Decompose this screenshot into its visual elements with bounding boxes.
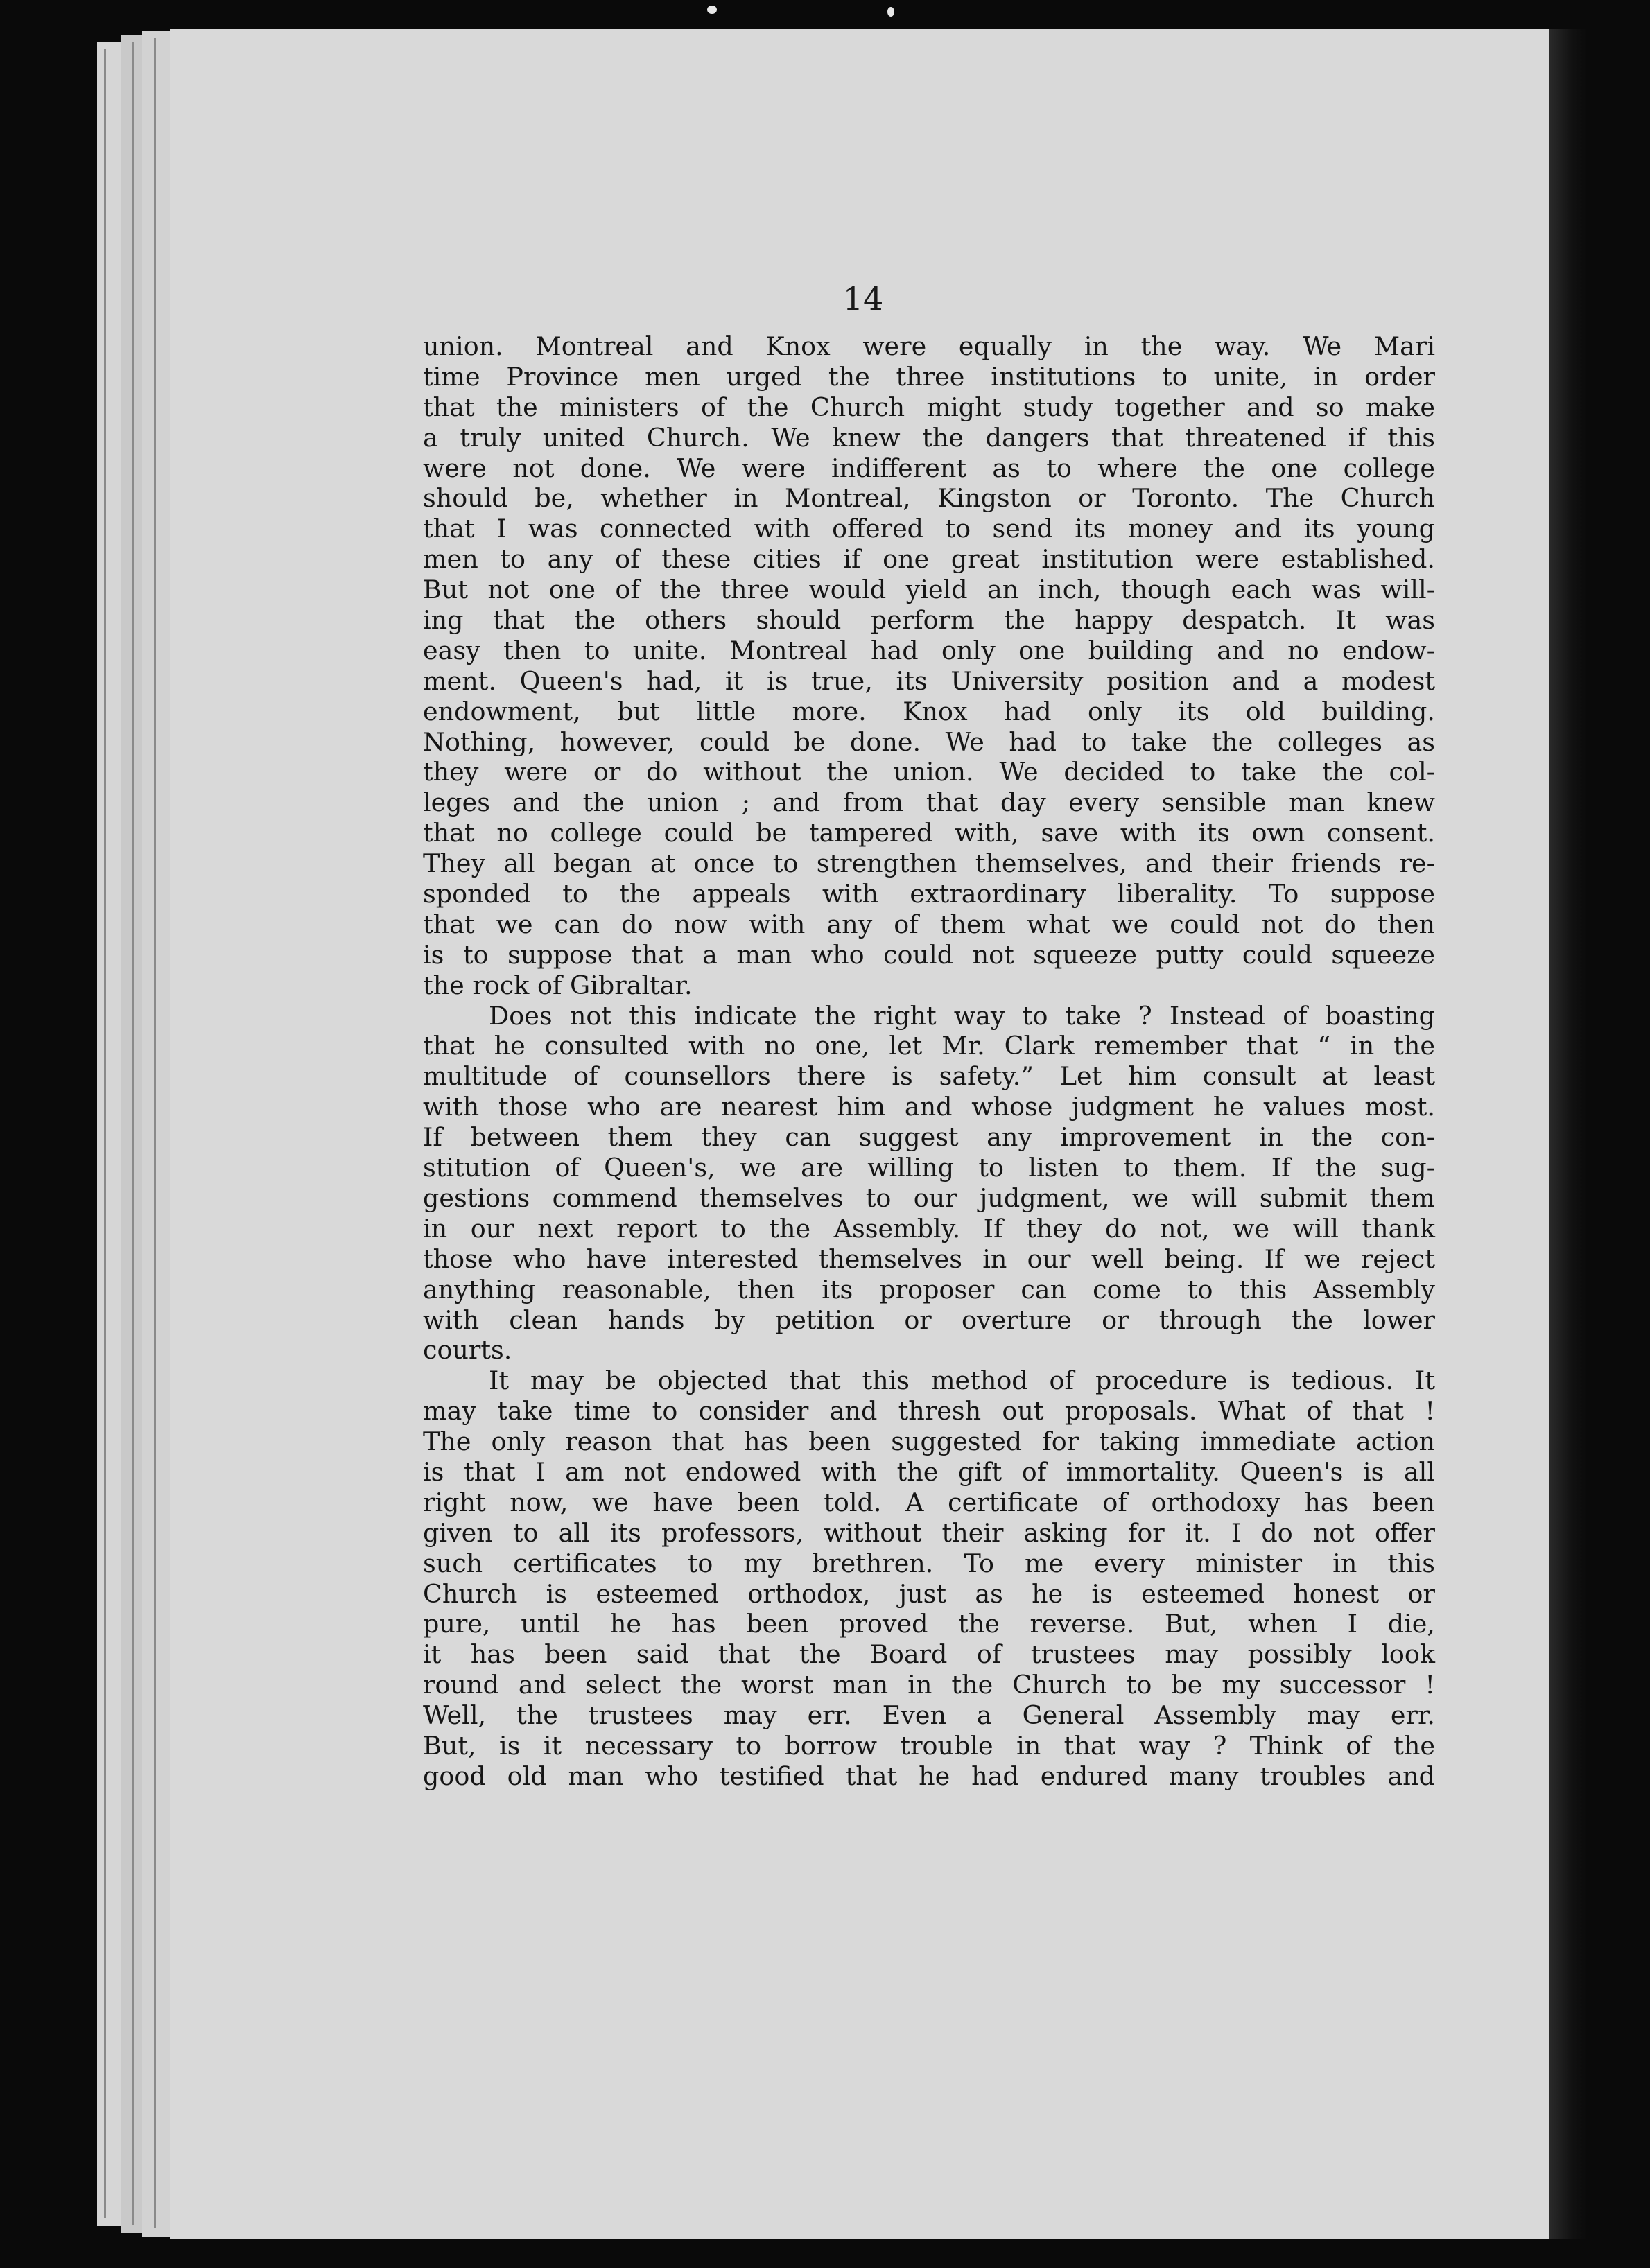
dust-speck — [707, 6, 717, 14]
body-text — [423, 331, 1435, 1792]
text-line: right now, we have been told. A certificate of orthodoxy has been — [423, 1487, 1435, 1517]
text-line: ing that the others should perform the happy despatch. It was — [423, 605, 1435, 636]
text-line: They all began at once to strengthen themselves, and their friends re- — [423, 848, 1435, 879]
text-line: The only reason that has been suggested for taking immediate action — [423, 1427, 1435, 1457]
text-line: that I was connected with offered to send its money and its young — [423, 514, 1435, 544]
text-line: sponded to the appeals with extraordinary liberality. To suppose — [423, 879, 1435, 909]
text-line: leges and the union ; and from that day every sensible man knew — [423, 787, 1435, 818]
dust-speck — [887, 7, 894, 17]
text-line: Does not this indicate the right way to take ? Instead of boasting — [489, 1000, 1435, 1031]
text-line: were not done. We were indifferent as to where the one college — [423, 453, 1435, 483]
text-line: anything reasonable, then its proposer can come to this Assembly — [423, 1274, 1435, 1305]
text-line: should be, whether in Montreal, Kingston or Toronto. The Church — [423, 483, 1435, 514]
text-line: union. Montreal and Knox were equally in the way. We Mari — [423, 331, 1435, 361]
text-line: with those who are nearest him and whose judgment he values most. — [423, 1092, 1435, 1122]
text-line: courts. — [423, 1335, 512, 1366]
text-line: they were or do without the union. We decided to take the col- — [423, 757, 1435, 787]
text-line: men to any of these cities if one great institution were established. — [423, 544, 1435, 575]
text-line: endowment, but little more. Knox had only its old building. — [423, 696, 1435, 726]
text-line: But, is it necessary to borrow trouble in that way ? Think of the — [423, 1730, 1435, 1761]
text-line: Well, the trustees may err. Even a General Assembly may err. — [423, 1700, 1435, 1731]
text-line: the rock of Gibraltar. — [423, 970, 693, 1000]
text-line: Church is esteemed orthodox, just as he is esteemed honest or — [423, 1578, 1435, 1609]
text-line: with clean hands by petition or overture or through the lower — [423, 1305, 1435, 1335]
text-line: pure, until he has been proved the reverse. But, when I die, — [423, 1609, 1435, 1639]
text-line: gestions commend themselves to our judgment, we will submit them — [423, 1183, 1435, 1213]
sheet-edge-line — [104, 49, 106, 2218]
text-line: If between them they can suggest any improvement in the con- — [423, 1122, 1435, 1153]
text-line: stitution of Queen's, we are willing to listen to them. If the sug- — [423, 1153, 1435, 1183]
text-line: But not one of the three would yield an inch, though each was will- — [423, 575, 1435, 605]
text-line: such certificates to my brethren. To me every minister in this — [423, 1548, 1435, 1578]
sheet-edge-line — [132, 42, 134, 2225]
text-line: It may be objected that this method of procedure is tedious. It — [489, 1366, 1435, 1396]
text-line: easy then to unite. Montreal had only one building and no endow- — [423, 635, 1435, 665]
text-line: a truly united Church. We knew the dangers that threatened if this — [423, 422, 1435, 453]
text-line: is to suppose that a man who could not squeeze putty could squeeze — [423, 939, 1435, 970]
text-line: is that I am not endowed with the gift of immortality. Queen's is all — [423, 1456, 1435, 1487]
text-line: that he consulted with no one, let Mr. Clark remember that “ in the — [423, 1031, 1435, 1061]
text-line: those who have interested themselves in our well being. If we reject — [423, 1244, 1435, 1274]
text-line: it has been said that the Board of trustees may possibly look — [423, 1639, 1435, 1670]
text-line: may take time to consider and thresh out proposals. What of that ! — [423, 1396, 1435, 1427]
text-line: multitude of counsellors there is safety.” Let him consult at least — [423, 1061, 1435, 1092]
text-line: good old man who testified that he had endured many troubles and — [423, 1761, 1435, 1791]
text-line: that the ministers of the Church might study together and so make — [423, 392, 1435, 422]
text-line: Nothing, however, could be done. We had to take the colleges as — [423, 726, 1435, 757]
text-line: given to all its professors, without their asking for it. I do not offer — [423, 1517, 1435, 1548]
text-line: in our next report to the Assembly. If they do not, we will thank — [423, 1213, 1435, 1244]
page-shadow — [1549, 29, 1588, 2239]
page-number: 14 — [842, 280, 884, 317]
text-line: ment. Queen's had, it is true, its University position and a modest — [423, 665, 1435, 696]
text-line: time Province men urged the three institutions to unite, in order — [423, 361, 1435, 392]
text-line: that we can do now with any of them what we could not do then — [423, 909, 1435, 939]
text-line: round and select the worst man in the Church to be my successor ! — [423, 1670, 1435, 1700]
sheet-edge-line — [154, 38, 156, 2228]
text-line: that no college could be tampered with, save with its own consent. — [423, 818, 1435, 848]
